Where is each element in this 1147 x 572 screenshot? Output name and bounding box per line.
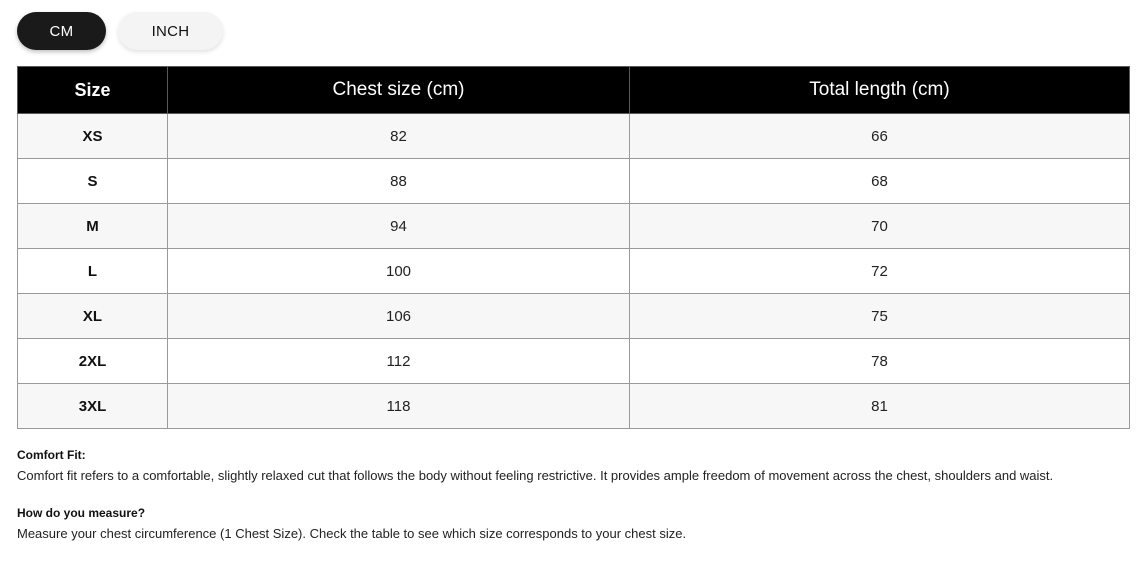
table-row <box>18 339 1130 384</box>
size-chart-table <box>17 66 1130 429</box>
header-size: Size <box>18 67 168 114</box>
length-cell: 66 <box>630 114 1130 159</box>
table-row <box>18 204 1130 249</box>
length-cell: 70 <box>630 204 1130 249</box>
size-cell: 3XL <box>18 384 168 429</box>
chest-cell: 100 <box>168 249 630 294</box>
unit-toggle <box>17 12 223 50</box>
length-cell: 75 <box>630 294 1130 339</box>
size-cell: M <box>18 204 168 249</box>
measure-text: Measure your chest circumference (1 Chest Size). Check the table to see which size corresponds to your chest size. <box>17 526 687 541</box>
table-row <box>18 114 1130 159</box>
comfort-fit-text: Comfort fit refers to a comfortable, slightly relaxed cut that follows the body without feeling restrictive. It provides ample freedom of movement across the chest, shoulders and waist. <box>17 468 1054 483</box>
chest-cell: 82 <box>168 114 630 159</box>
cm-button[interactable]: CM <box>17 12 106 50</box>
header-chest-size: Chest size (cm) <box>168 67 630 114</box>
fit-notes <box>17 448 1137 541</box>
size-cell: S <box>18 159 168 204</box>
size-cell: L <box>18 249 168 294</box>
size-cell: XS <box>18 114 168 159</box>
chest-cell: 106 <box>168 294 630 339</box>
table-row <box>18 294 1130 339</box>
chest-cell: 118 <box>168 384 630 429</box>
length-cell: 72 <box>630 249 1130 294</box>
table-row <box>18 249 1130 294</box>
measure-note <box>17 506 1137 541</box>
length-cell: 78 <box>630 339 1130 384</box>
comfort-fit-note <box>17 448 1137 483</box>
chest-cell: 88 <box>168 159 630 204</box>
size-cell: XL <box>18 294 168 339</box>
chest-cell: 94 <box>168 204 630 249</box>
measure-title: How do you measure? <box>17 506 146 520</box>
table-header-row <box>18 67 1130 114</box>
size-cell: 2XL <box>18 339 168 384</box>
header-total-length: Total length (cm) <box>630 67 1130 114</box>
table-row <box>18 384 1130 429</box>
length-cell: 68 <box>630 159 1130 204</box>
length-cell: 81 <box>630 384 1130 429</box>
inch-button[interactable]: INCH <box>118 12 223 50</box>
table-row <box>18 159 1130 204</box>
comfort-fit-title: Comfort Fit: <box>17 448 86 462</box>
chest-cell: 112 <box>168 339 630 384</box>
